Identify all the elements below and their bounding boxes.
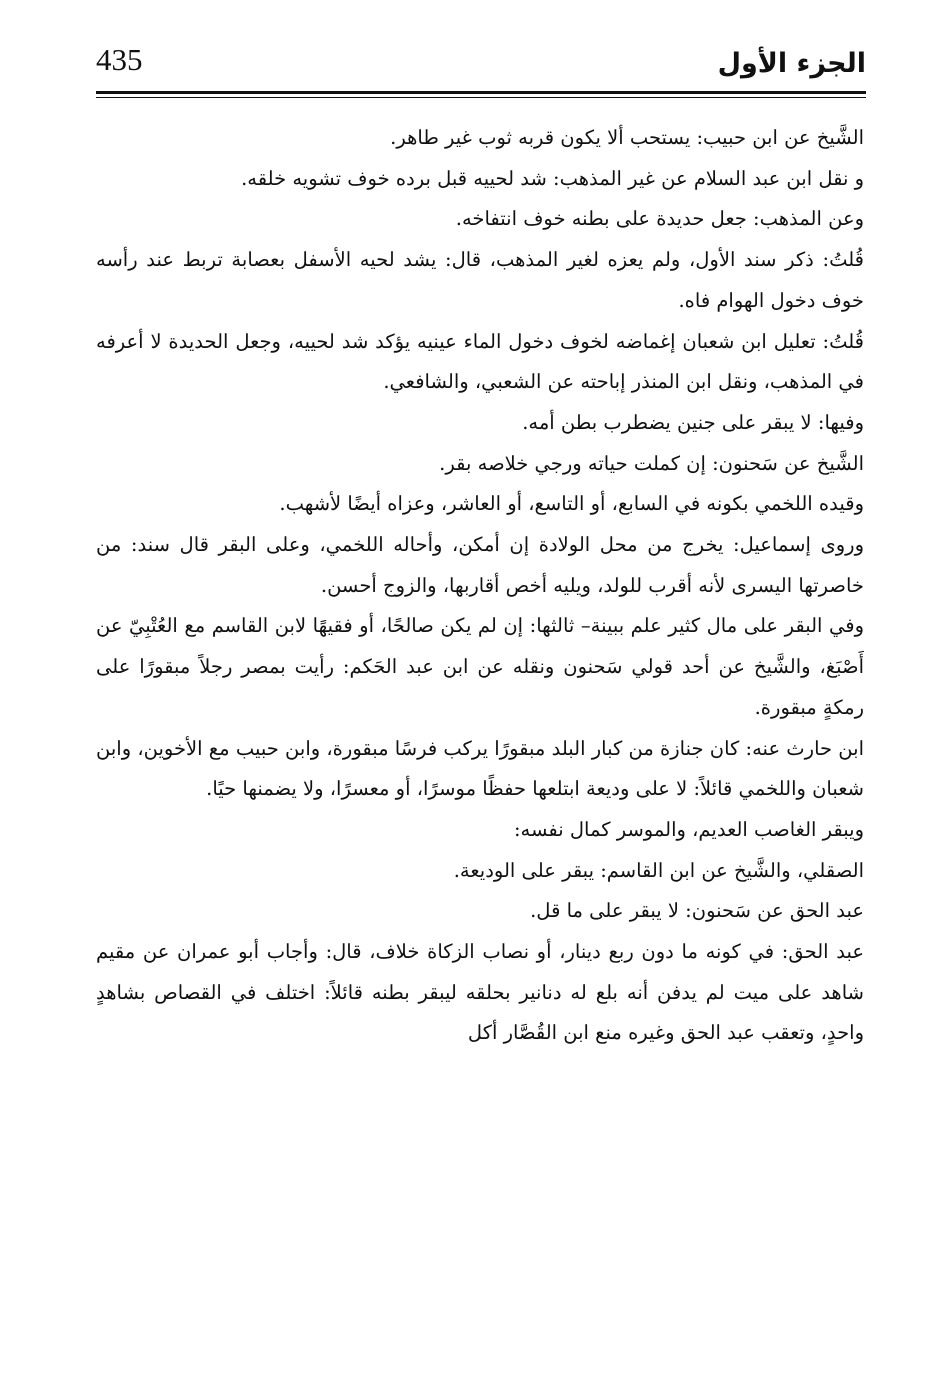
paragraph: و نقل ابن عبد السلام عن غير المذهب: شد لحييه قبل برده خوف تشويه خلقه. [241,166,864,190]
paragraph: وعن المذهب: جعل حديدة على بطنه خوف انتفاخه. [455,207,864,231]
header-rule-thin [96,97,866,98]
paragraph: عبد الحق: في كونه ما دون ربع دينار، أو نصاب الزكاة خلاف، قال: وأجاب أبو عمران عن مقيم شاهد على ميت لم يدفن أنه بلع له دنانير بحلقه ليبقر بطنه قائلاً: اختلف في القصاص بشاهدٍ واحدٍ، وتعقب عبد الحق وغيره منع ابن القُصَّار أكل [96,940,864,1045]
page-number: 435 [96,42,143,77]
paragraph: وروى إسماعيل: يخرج من محل الولادة إن أمكن، وأحاله اللخمي، وعلى البقر قال سند: من خاصرتها اليسرى لأنه أقرب للولد، ويليه أخص أقاربها، والزوج أحسن. [96,533,864,597]
paragraph: وقيده اللخمي بكونه في السابع، أو التاسع، أو العاشر، وعزاه أيضًا لأشهب. [279,492,864,516]
part-title: الجزء الأول [717,48,866,79]
paragraph: عبد الحق عن سَحنون: لا يبقر على ما قل. [530,899,864,923]
paragraph: الشَّيخ عن سَحنون: إن كملت حياته ورجي خلاصه بقر. [439,451,864,475]
paragraph: ويبقر الغاصب العديم، والموسر كمال نفسه: [513,817,864,841]
paragraph: الصقلي، والشَّيخ عن ابن القاسم: يبقر على الوديعة. [453,858,864,882]
paragraph: قُلتُ: ذكر سند الأول، ولم يعزه لغير المذهب، قال: يشد لحيه الأسفل بعصابة تربط عند رأسه خوف دخول الهوام فاه. [96,248,864,312]
paragraph: وفي البقر على مال كثير علم ببينة– ثالثها: إن لم يكن صالحًا، أو فقيهًا لابن القاسم مع العُتْبِيّ عن أَصْبَغ، والشَّيخ عن أحد قولي سَحنون ونقله عن ابن عبد الحَكم: رأيت بمصر رجلاً مبقورًا على رمكةٍ مبقورة. [96,614,864,719]
paragraph: ابن حارث عنه: كان جنازة من كبار البلد مبقورًا يركب فرسًا مبقورة، وابن حبيب مع الأخوين، وابن شعبان واللخمي قائلاً: لا على وديعة ابتلعها حفظًا موسرًا، أو معسرًا، ولا يضمنها حيًا. [96,736,864,801]
paragraph: الشَّيخ عن ابن حبيب: يستحب ألا يكون قربه ثوب غير طاهر. [390,126,864,149]
body-text [96,118,864,1054]
header-rule [96,91,866,94]
paragraph: وفيها: لا يبقر على جنين يضطرب بطن أمه. [522,410,864,434]
paragraph: قُلتُ: تعليل ابن شعبان إغماضه لخوف دخول الماء عينيه يؤكد شد لحييه، وجعل الحديدة لا أعرفه في المذهب، ونقل ابن المنذر إباحته عن الشعبي، والشافعي. [96,329,864,394]
page-header [96,40,866,92]
